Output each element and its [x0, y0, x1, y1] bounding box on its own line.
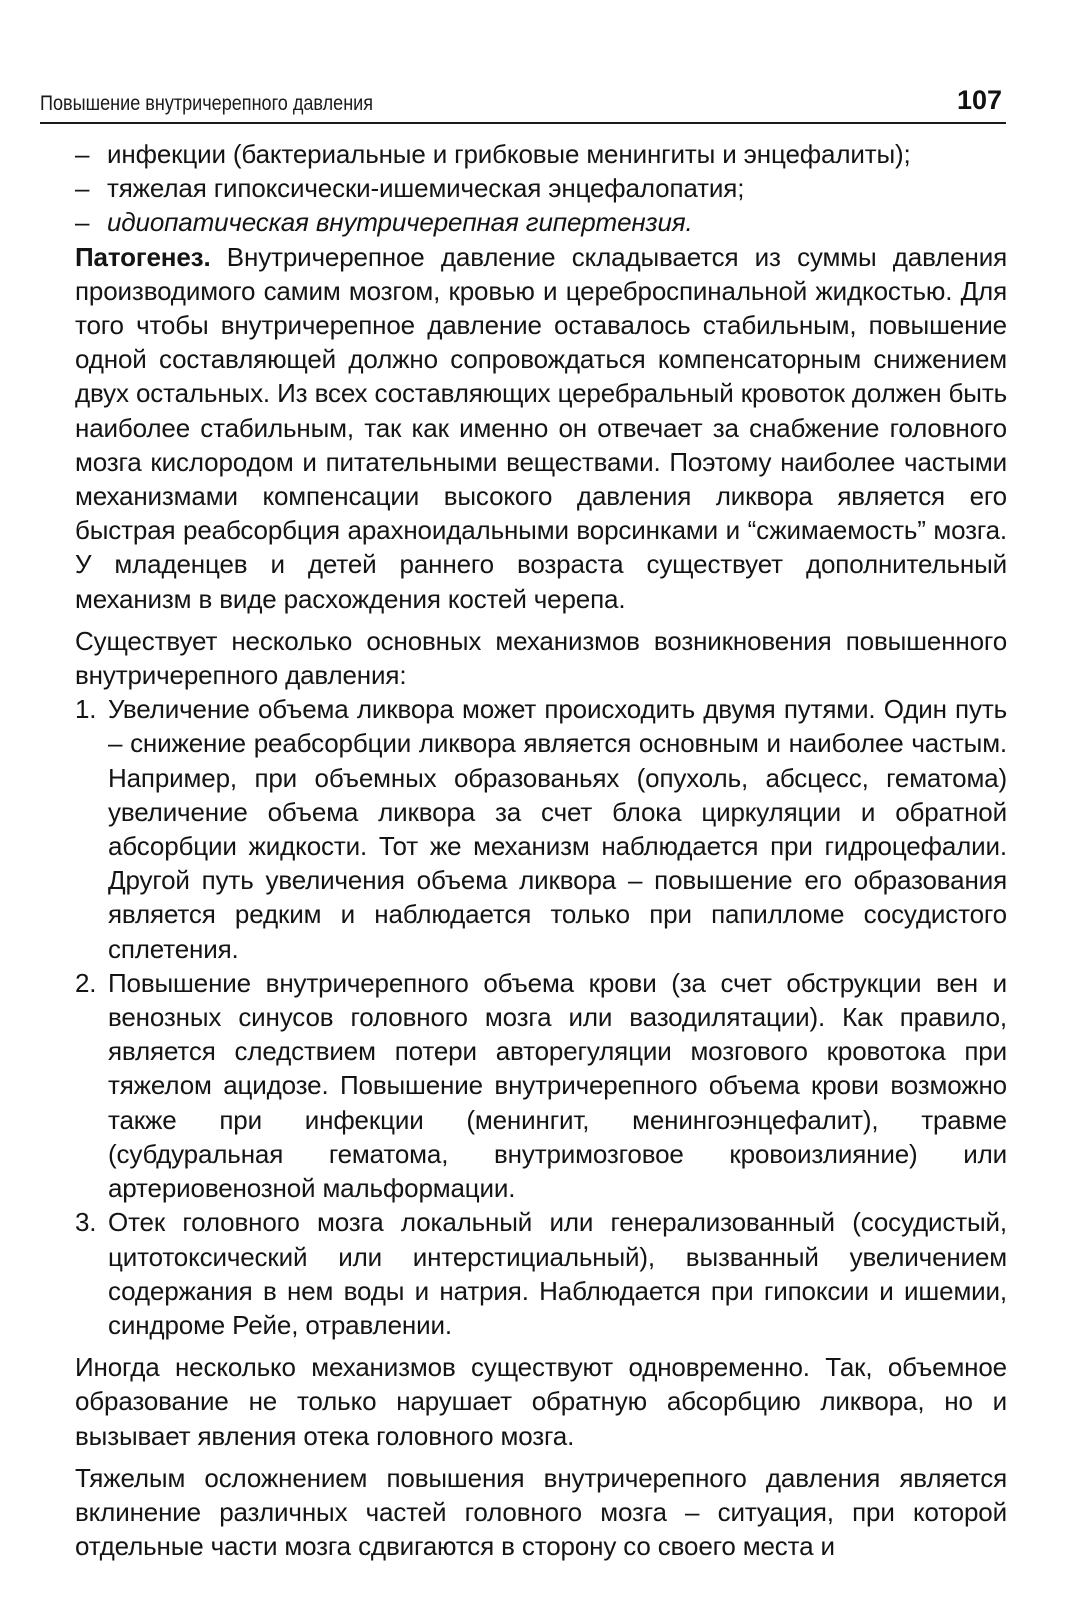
item-number: 3.: [75, 1207, 97, 1238]
running-title: Повышение внутричерепного давления: [40, 92, 374, 115]
dash-marker: –: [75, 173, 90, 204]
list-item: [75, 171, 1007, 205]
item-text: Увеличение объема ликвора может происходить двумя путями. Один путь – снижение реабсорбции ликвора является основным и наиболее частым. Например, при объемных образованьях (опухоль, абсцесс, гематома) увеличение объема ликвора за счет блока циркуляции и обратной абсорбции жидкости. Тот же механизм наблюдается при гидроцефалии. Другой путь увеличения объема ликвора – повышение его образования является редким и наблюдается только при папилломе сосудистого сплетения.: [108, 694, 1007, 964]
page-body: [75, 137, 1007, 1563]
list-item: [75, 205, 1007, 239]
dash-marker: –: [75, 139, 90, 169]
page-number: 107: [956, 85, 1002, 115]
item-text: Повышение внутричерепного объема крови (за счет обструкции вен и венозных синусов головного мозга или вазодилятации). Как правило, является следствием потери авторегуляции мозгового кровотока при тяжелом ацидозе. Повышение внутричерепного объема крови возможно также при инфекции (менингит, менингоэнцефалит), травме (субдуральная гематома, внутримозговое кровоизлияние) или артериовенозной мальформации.: [108, 967, 1007, 1204]
item-text: Отек головного мозга локальный или генерализованный (сосудистый, цитотоксический или интерстициальный), вызванный увеличением содержания в нем воды и натрия. Наблюдается при гипоксии и ишемии, синдроме Рейе, отравлении.: [108, 1207, 1007, 1340]
numbered-item: [75, 966, 1007, 1205]
pathogenesis-text: Внутричерепное давление складывается из суммы давления производимого самим мозгом, кровью и цереброспинальной жидкостью. Для того чтобы внутричерепное давление оставалось стабильным, повышение одной составляющей должно сопровождаться компенсаторным снижением двух остальных. Из всех составляющих церебральный кровоток должен быть наиболее стабильным, так как именно он отвечает за снабжение головного мозга кислородом и питательными веществами. Поэтому наиболее частыми механизмами компенсации высокого давления ликвора является его быстрая реабсорбция арахноидальными ворсинками и “сжимаемость” мозга. У младенцев и детей раннего возраста существует дополнительный механизм в виде расхождения костей черепа.: [75, 241, 1007, 614]
combined-mechanisms-paragraph: Иногда несколько механизмов существуют одновременно. Так, объемное образование не только нарушает обратную абсорбцию ликвора, но и вызывает явления отека головного мозга.: [75, 1352, 1007, 1451]
list-item-text: тяжелая гипоксически-ишемическая энцефалопатия;: [107, 173, 745, 204]
herniation-paragraph: Тяжелым осложнением повышения внутричерепного давления является вклинение различных частей головного мозга – ситуация, при которой отдельные части мозга сдвигаются в сторону со своего места и: [75, 1462, 1007, 1562]
dash-marker: –: [75, 207, 90, 238]
list-item: [75, 137, 1007, 171]
mechanisms-intro: Существует несколько основных механизмов возникновения повышенного внутричерепного давления:: [75, 625, 1007, 691]
numbered-item: [75, 692, 1007, 966]
pathogenesis-paragraph: [75, 240, 1007, 616]
item-number: 1.: [75, 694, 97, 725]
pathogenesis-heading: Патогенез.: [75, 241, 211, 272]
page-header: [40, 72, 1006, 124]
item-number: 2.: [75, 967, 97, 998]
numbered-item: [75, 1205, 1007, 1342]
list-item-text: инфекции (бактериальные и грибковые менингиты и энцефалиты);: [107, 139, 911, 169]
list-item-text: идиопатическая внутричерепная гипертензия.: [107, 207, 693, 238]
